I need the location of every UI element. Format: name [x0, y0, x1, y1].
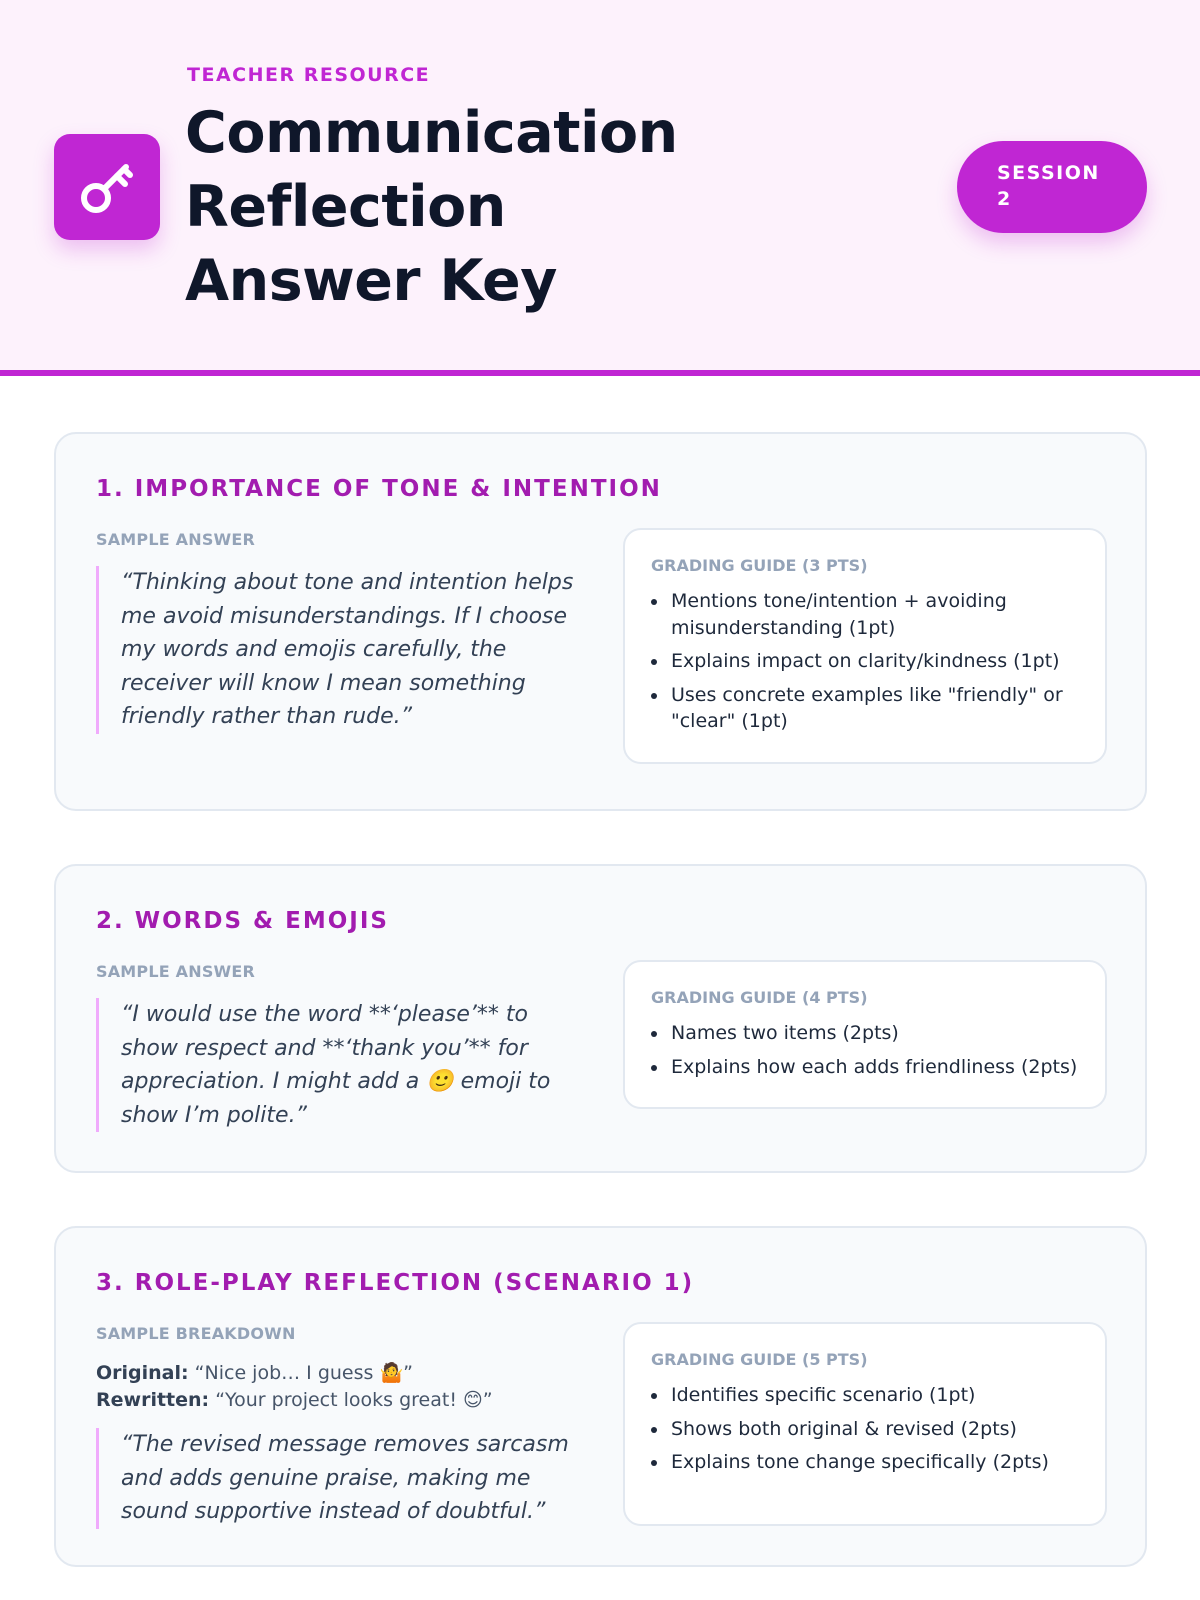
original-message-row [96, 1360, 596, 1387]
list-item: Mentions tone/intention + avoiding misunderstanding (1pt) [651, 588, 1079, 641]
list-item: Identifies specific scenario (1pt) [651, 1382, 1079, 1409]
section-title: 2. WORDS & EMOJIS [96, 908, 389, 934]
grading-guide-list [651, 1382, 1079, 1476]
logo-tile [54, 134, 160, 240]
sample-answer-quote: “Thinking about tone and intention helps me avoid misunderstandings. If I choose my words and emojis carefully, the receiver will know I mean something friendly rather than rude.” [96, 566, 576, 734]
message-breakdown [96, 1360, 596, 1414]
question-card [54, 1226, 1147, 1567]
title-line: Communication [185, 100, 678, 166]
list-item: Uses concrete examples like "friendly" or "clear" (1pt) [651, 682, 1079, 735]
rewritten-message-row [96, 1387, 596, 1414]
original-message: “Nice job… I guess 🤷” [194, 1362, 413, 1384]
session-badge [957, 141, 1147, 233]
grading-guide [623, 960, 1107, 1109]
list-item: Names two items (2pts) [651, 1020, 1079, 1047]
title-line: Reflection [185, 174, 506, 240]
rewritten-label: Rewritten: [96, 1389, 210, 1411]
rewritten-message: “Your project looks great! 😊” [215, 1389, 493, 1411]
sample-answer-quote: “I would use the word **‘please’** to show respect and **‘thank you’** for appreciation. I might add a 🙂 emoji to show I’m polite.” [96, 998, 576, 1132]
list-item: Shows both original & revised (2pts) [651, 1416, 1079, 1443]
sample-answer-label: SAMPLE ANSWER [96, 962, 256, 981]
list-item: Explains impact on clarity/kindness (1pt) [651, 648, 1079, 675]
grading-guide-list [651, 1020, 1079, 1080]
grading-guide-label: GRADING GUIDE (3 PTS) [651, 556, 868, 575]
list-item: Explains tone change specifically (2pts) [651, 1449, 1079, 1476]
section-title: 1. IMPORTANCE OF TONE & INTENTION [96, 476, 662, 502]
page-title [185, 96, 865, 318]
sample-answer-quote: “The revised message removes sarcasm and adds genuine praise, making me sound supportive instead of doubtful.” [96, 1428, 576, 1529]
eyebrow-label: TEACHER RESOURCE [187, 64, 431, 86]
list-item: Explains how each adds friendliness (2pts) [651, 1054, 1079, 1081]
session-number: 2 [997, 188, 1012, 210]
sample-answer-label: SAMPLE ANSWER [96, 530, 256, 549]
question-card [54, 864, 1147, 1173]
page-header [0, 0, 1200, 376]
grading-guide-label: GRADING GUIDE (4 PTS) [651, 988, 868, 1007]
section-title: 3. ROLE-PLAY REFLECTION (SCENARIO 1) [96, 1270, 695, 1296]
question-card [54, 432, 1147, 811]
grading-guide-list [651, 588, 1079, 735]
original-label: Original: [96, 1362, 189, 1384]
grading-guide [623, 528, 1107, 764]
title-line: Answer Key [185, 248, 557, 314]
key-icon [72, 152, 142, 222]
session-label: SESSION [997, 162, 1100, 184]
grading-guide-label: GRADING GUIDE (5 PTS) [651, 1350, 868, 1369]
sample-breakdown-label: SAMPLE BREAKDOWN [96, 1324, 296, 1343]
grading-guide [623, 1322, 1107, 1526]
